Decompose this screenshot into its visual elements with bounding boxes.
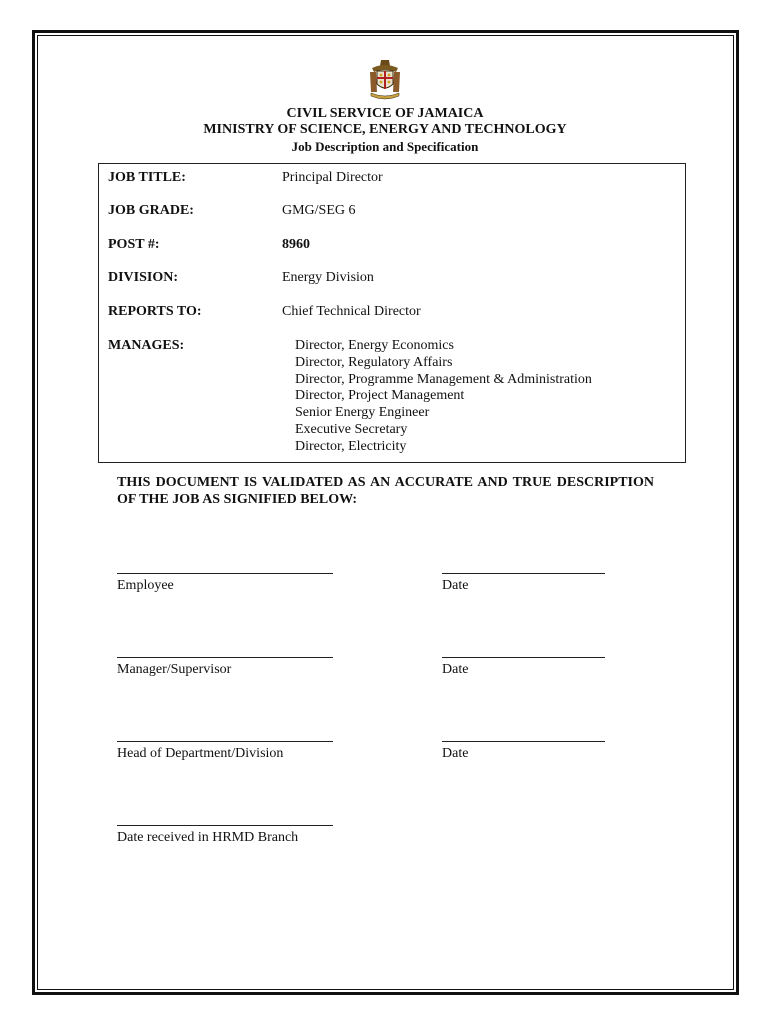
job-title-label: JOB TITLE: — [108, 170, 186, 185]
job-title-value: Principal Director — [282, 170, 383, 185]
head-date-line[interactable] — [442, 741, 605, 742]
manager-signature-line[interactable] — [117, 657, 333, 658]
header-line-2: MINISTRY OF SCIENCE, ENERGY AND TECHNOLOGY — [203, 122, 567, 137]
coat-of-arms-icon — [368, 58, 402, 100]
manages-item: Director, Programme Management & Administration — [295, 371, 592, 387]
validation-statement: THIS DOCUMENT IS VALIDATED AS AN ACCURATE AND TRUE DESCRIPTION OF THE JOB AS SIGNIFIED BELOW: — [117, 475, 654, 507]
job-grade-label: JOB GRADE: — [108, 203, 194, 218]
division-value: Energy Division — [282, 270, 374, 285]
job-grade-value: GMG/SEG 6 — [282, 203, 356, 218]
head-signature-line[interactable] — [117, 741, 333, 742]
manager-label: Manager/Supervisor — [117, 662, 232, 677]
manager-date-label: Date — [442, 662, 469, 677]
manages-item: Executive Secretary — [295, 421, 408, 437]
header-line-1: CIVIL SERVICE OF JAMAICA — [286, 106, 484, 121]
post-value: 8960 — [282, 237, 310, 252]
header-line-3: Job Description and Specification — [291, 139, 479, 154]
hrmd-label: Date received in HRMD Branch — [117, 830, 299, 845]
manages-label: MANAGES: — [108, 338, 185, 353]
employee-label: Employee — [117, 578, 174, 593]
head-date-label: Date — [442, 746, 469, 761]
manages-item: Senior Energy Engineer — [295, 405, 430, 421]
manages-item: Director, Project Management — [295, 388, 465, 404]
employee-date-line[interactable] — [442, 573, 605, 574]
reports-to-value: Chief Technical Director — [282, 304, 421, 319]
employee-signature-line[interactable] — [117, 573, 333, 574]
division-label: DIVISION: — [108, 270, 179, 285]
hrmd-date-line[interactable] — [117, 825, 333, 826]
head-label: Head of Department/Division — [117, 746, 284, 761]
manager-date-line[interactable] — [442, 657, 605, 658]
post-label: POST #: — [108, 237, 160, 252]
manages-item: Director, Electricity — [295, 438, 407, 454]
manages-list — [295, 338, 592, 456]
employee-date-label: Date — [442, 578, 469, 593]
manages-item: Director, Energy Economics — [295, 338, 454, 353]
manages-item: Director, Regulatory Affairs — [295, 354, 453, 370]
reports-to-label: REPORTS TO: — [108, 304, 202, 319]
